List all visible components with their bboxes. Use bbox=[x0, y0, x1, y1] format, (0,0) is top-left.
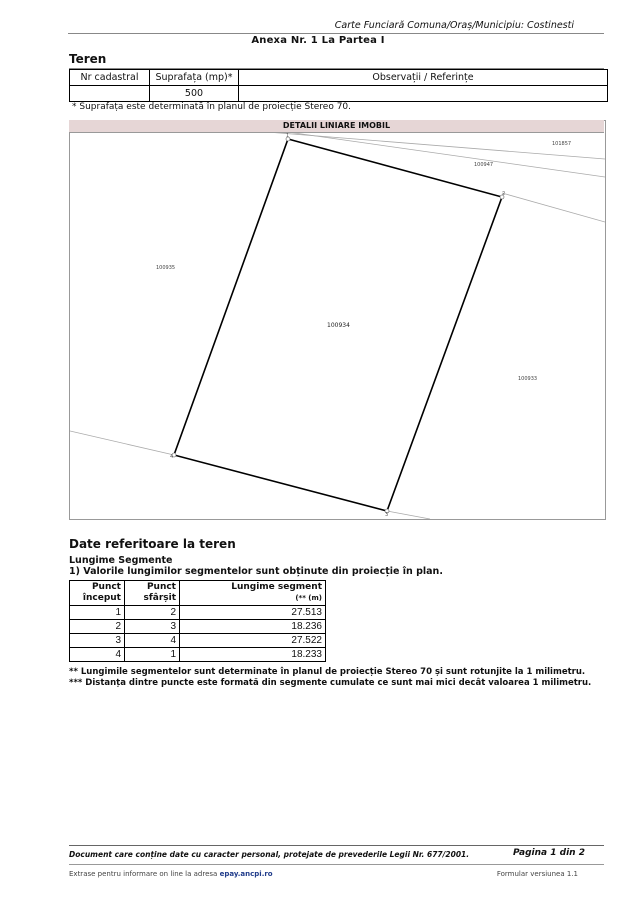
extract-info bbox=[69, 870, 273, 878]
table-row bbox=[70, 620, 326, 634]
cell-nr-cadastral bbox=[70, 86, 150, 102]
neighbor-boundary-line bbox=[387, 511, 430, 519]
epay-link[interactable]: epay.ancpi.ro bbox=[219, 870, 273, 878]
segments-header-row bbox=[70, 581, 326, 606]
col-observatii: Observații / Referințe bbox=[239, 70, 608, 86]
extract-prefix: Extrase pentru informare on line la adresa bbox=[69, 870, 218, 878]
annex-title: Anexa Nr. 1 La Partea I bbox=[251, 35, 385, 46]
teren-note: * Suprafața este determinată în planul de proiecție Stereo 70. bbox=[72, 102, 352, 112]
document-header-title: Carte Funciară Comuna/Oraș/Municipiu: Costinesti bbox=[334, 20, 574, 31]
teren-header-row bbox=[70, 70, 608, 86]
parcel-map-drawing bbox=[70, 121, 605, 519]
footer-divider-bottom bbox=[69, 864, 604, 865]
point-label: 1 bbox=[286, 133, 290, 139]
form-version: Formular versiunea 1.1 bbox=[496, 870, 578, 878]
cell-end: 1 bbox=[125, 648, 180, 662]
parcel-number-label: 100934 bbox=[327, 322, 350, 329]
cell-end: 4 bbox=[125, 634, 180, 648]
parcel-map bbox=[69, 120, 606, 520]
cell-length: 18.233 bbox=[180, 648, 326, 662]
table-row bbox=[70, 634, 326, 648]
col-punct-inceput: Punct început bbox=[70, 581, 125, 606]
table-row bbox=[70, 648, 326, 662]
neighbor-boundary-line bbox=[502, 193, 605, 222]
lungime-label: Lungime segment bbox=[231, 582, 322, 592]
segments-subtitle: Lungime Segmente bbox=[69, 555, 173, 566]
point-label: 2 bbox=[502, 191, 506, 197]
segments-note: 1) Valorile lungimilor segmentelor sunt obținute din proiecție în plan. bbox=[69, 566, 443, 577]
map-title: DETALII LINIARE IMOBIL bbox=[69, 120, 604, 133]
col-suprafata: Suprafața (mp)* bbox=[150, 70, 239, 86]
point-label: 4 bbox=[170, 454, 174, 460]
cell-end: 2 bbox=[125, 606, 180, 620]
segments-table bbox=[69, 580, 326, 662]
neighbor-label: 101857 bbox=[552, 141, 572, 147]
footnote-distance: *** Distanța dintre puncte este formată din segmente cumulate ce sunt mai mici decât valoarea 1 milimetru. bbox=[69, 678, 592, 688]
col-lungime-segment bbox=[180, 581, 326, 606]
teren-table bbox=[69, 69, 608, 102]
header-divider bbox=[68, 33, 604, 34]
table-row bbox=[70, 606, 326, 620]
point-label: 3 bbox=[385, 512, 389, 518]
cell-end: 3 bbox=[125, 620, 180, 634]
col-nr-cadastral: Nr cadastral bbox=[70, 70, 150, 86]
teren-section-title: Teren bbox=[69, 52, 107, 66]
personal-data-notice: Document care conține date cu caracter personal, protejate de prevederile Legii Nr. 677/2001. bbox=[69, 850, 470, 859]
neighbor-boundary-line bbox=[70, 431, 174, 455]
neighbor-label: 100947 bbox=[474, 162, 494, 168]
neighbor-label: 100935 bbox=[156, 265, 176, 271]
cell-observatii bbox=[239, 86, 608, 102]
cell-suprafata: 500 bbox=[150, 86, 239, 102]
date-section-title: Date referitoare la teren bbox=[69, 537, 236, 551]
cell-length: 18.236 bbox=[180, 620, 326, 634]
cell-start: 2 bbox=[70, 620, 125, 634]
teren-data-row bbox=[70, 86, 608, 102]
page-number: Pagina 1 din 2 bbox=[513, 848, 585, 858]
cell-length: 27.513 bbox=[180, 606, 326, 620]
footnote-lengths: ** Lungimile segmentelor sunt determinate în planul de proiecție Stereo 70 și sunt rotunjite la 1 milimetru. bbox=[69, 667, 586, 677]
cell-start: 4 bbox=[70, 648, 125, 662]
col-punct-sfarsit: Punct sfârșit bbox=[125, 581, 180, 606]
footer-divider bbox=[69, 845, 604, 846]
cell-length: 27.522 bbox=[180, 634, 326, 648]
neighbor-label: 100933 bbox=[518, 376, 538, 382]
cell-start: 3 bbox=[70, 634, 125, 648]
lungime-unit: (** (m) bbox=[295, 594, 322, 602]
cell-start: 1 bbox=[70, 606, 125, 620]
